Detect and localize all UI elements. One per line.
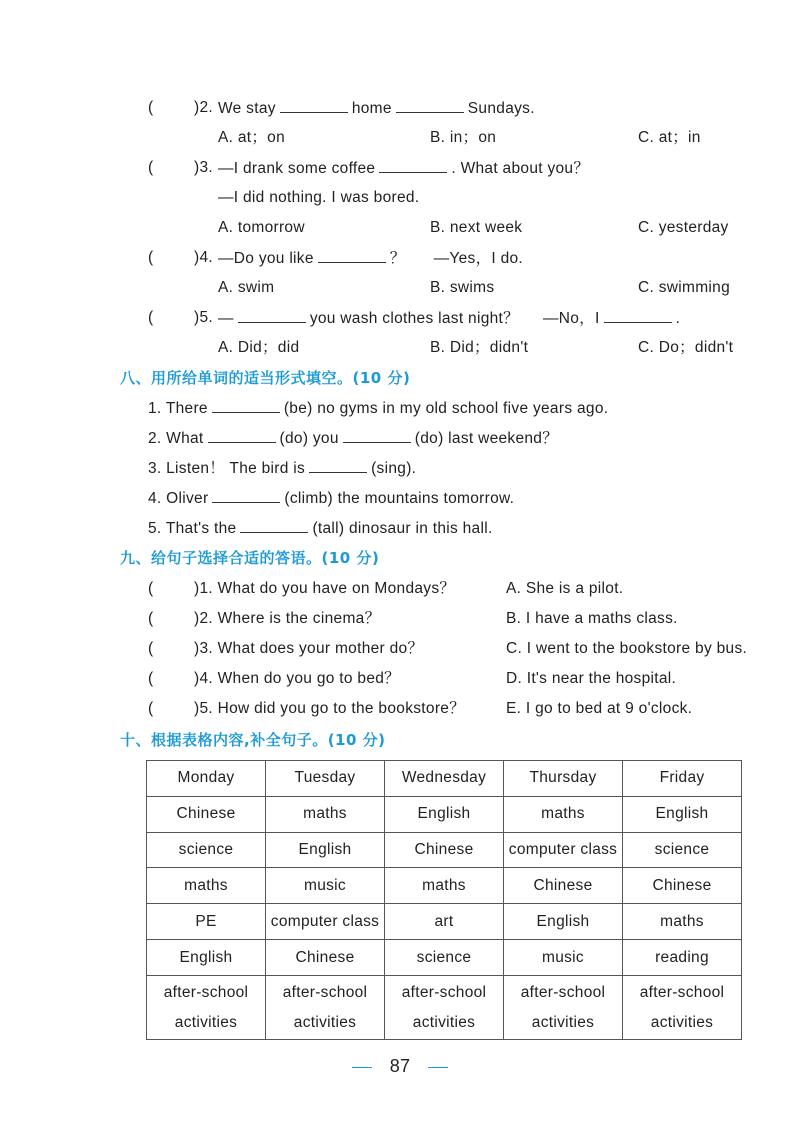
table-cell: computer class [504,832,623,868]
question-text: —Do you like ？ —Yes，I do. [218,247,523,270]
table-cell: maths [623,904,742,940]
table-row [147,832,742,868]
question-3-reply: —I did nothing. I was bored. [218,189,420,206]
blank [379,157,447,173]
match-item-1 [0,578,800,600]
fill-item-4: 4. Oliver (climb) the mountains tomorrow. [148,487,514,509]
table-cell: PE [147,904,266,940]
option-c: C. swimming [638,279,731,296]
table-cell: English [385,796,504,832]
blank [280,97,348,113]
page-number: 87 [389,1056,411,1076]
question-5 [0,307,800,329]
table-cell: Chinese [266,940,385,976]
table-cell: music [504,940,623,976]
option-b: B. in；on [430,129,497,146]
option-a: A. swim [218,279,275,296]
match-item-2 [0,608,800,630]
answer-paren: ( [148,700,154,717]
blank [396,97,464,113]
table-cell: art [385,904,504,940]
match-question: )4. When do you go to bed？ [194,670,400,687]
question-text: — you wash clothes last night？ —No，I . [218,307,680,330]
table-header-cell: Friday [623,761,742,797]
match-answer: C. I went to the bookstore by bus. [506,640,748,657]
question-text: We stay home Sundays. [218,97,535,120]
question-5-options [0,337,800,359]
question-4-options [0,277,800,299]
blank [208,427,276,443]
question-3-options [0,217,800,239]
table-cell: after-school activities [266,976,385,1040]
match-question: )2. Where is the cinema？ [194,610,381,627]
table-cell: music [266,868,385,904]
answer-paren: ( [148,640,154,657]
table-cell: Chinese [504,868,623,904]
match-answer: B. I have a maths class. [506,610,678,627]
fill-item-5: 5. That's the (tall) dinosaur in this hall. [148,517,493,539]
answer-paren: ( [148,580,154,597]
blank [240,517,308,533]
match-question: )3. What does your mother do？ [194,640,424,657]
question-4 [0,247,800,269]
option-b: B. swims [430,279,495,296]
table-cell: Chinese [385,832,504,868]
match-answer: D. It's near the hospital. [506,670,677,687]
match-item-5 [0,698,800,720]
table-row [147,904,742,940]
timetable [146,760,742,1040]
answer-paren: ( [148,99,154,116]
blank [212,397,280,413]
match-question: )1. What do you have on Mondays？ [194,580,456,597]
section-8-title: 八、用所给单词的适当形式填空。(10 分) [120,369,411,387]
section-9-title: 九、给句子选择合适的答语。(10 分) [120,549,380,567]
question-number: )2. [194,99,213,116]
question-2 [0,97,800,119]
table-row [147,940,742,976]
table-row [147,796,742,832]
question-3 [0,157,800,179]
match-answer: A. She is a pilot. [506,580,624,597]
option-c: C. yesterday [638,219,729,236]
page-footer [0,1056,800,1077]
match-item-3 [0,638,800,660]
option-a: A. at；on [218,129,286,146]
footer-dash [428,1067,448,1068]
table-cell: maths [504,796,623,832]
answer-paren: ( [148,249,154,266]
blank [238,307,306,323]
table-header-cell: Wednesday [385,761,504,797]
question-number: )3. [194,159,213,176]
blank [318,247,386,263]
question-2-options [0,127,800,149]
answer-paren: ( [148,610,154,627]
option-c: C. at；in [638,129,701,146]
table-cell: maths [385,868,504,904]
answer-paren: ( [148,159,154,176]
answer-paren: ( [148,670,154,687]
table-header-cell: Monday [147,761,266,797]
table-cell: maths [266,796,385,832]
table-cell: reading [623,940,742,976]
table-cell: science [385,940,504,976]
table-cell: Chinese [147,796,266,832]
table-cell: after-school activities [147,976,266,1040]
question-number: )5. [194,309,213,326]
option-b: B. Did；didn't [430,339,529,356]
table-cell: after-school activities [504,976,623,1040]
table-cell: science [623,832,742,868]
option-a: A. Did；did [218,339,300,356]
blank [309,457,367,473]
table-cell: computer class [266,904,385,940]
table-cell: Chinese [623,868,742,904]
table-header-cell: Thursday [504,761,623,797]
table-header-row [147,761,742,797]
table-cell: maths [147,868,266,904]
fill-item-1: 1. There (be) no gyms in my old school five years ago. [148,397,608,419]
table-cell: English [623,796,742,832]
fill-item-3: 3. Listen！ The bird is (sing). [148,457,416,479]
footer-dash [352,1067,372,1068]
fill-item-2: 2. What (do) you (do) last weekend？ [148,427,558,449]
table-cell: English [266,832,385,868]
section-10-title: 十、根据表格内容,补全句子。(10 分) [120,731,386,749]
table-cell: English [147,940,266,976]
blank [212,487,280,503]
option-a: A. tomorrow [218,219,305,236]
match-answer: E. I go to bed at 9 o'clock. [506,700,693,717]
table-cell: after-school activities [623,976,742,1040]
answer-paren: ( [148,309,154,326]
blank [604,307,672,323]
question-text: —I drank some coffee . What about you？ [218,157,589,180]
option-c: C. Do；didn't [638,339,734,356]
table-row [147,868,742,904]
match-item-4 [0,668,800,690]
table-cell: English [504,904,623,940]
table-cell: science [147,832,266,868]
option-b: B. next week [430,219,523,236]
match-question: )5. How did you go to the bookstore？ [194,700,465,717]
table-row [147,976,742,1040]
table-header-cell: Tuesday [266,761,385,797]
question-number: )4. [194,249,213,266]
table-cell: after-school activities [385,976,504,1040]
blank [343,427,411,443]
